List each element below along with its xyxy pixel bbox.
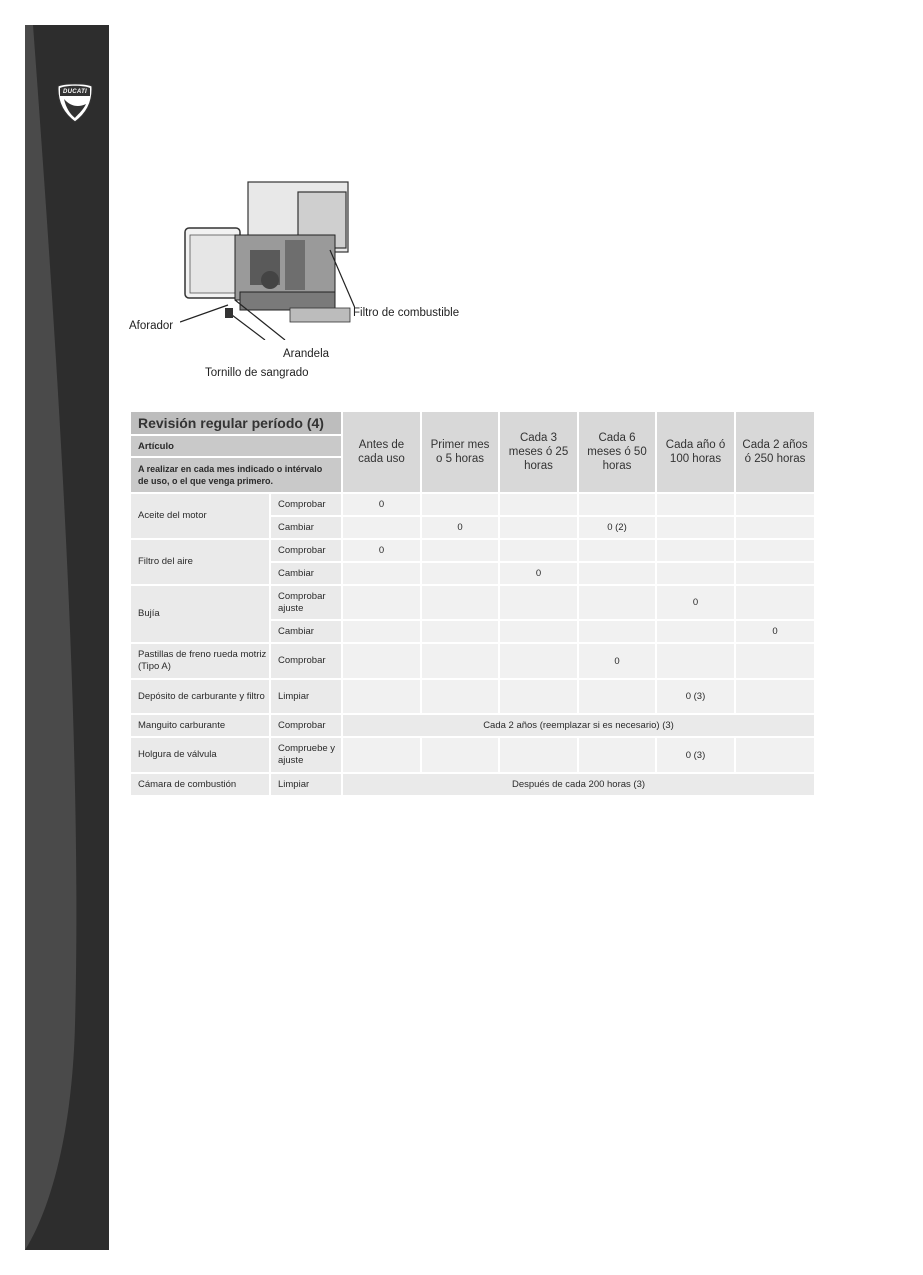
table-span-cell: Cada 2 años (reemplazar si es necesario) (3)	[342, 714, 815, 737]
table-cell: 0 (3)	[656, 737, 735, 773]
table-cell	[578, 562, 656, 585]
row-action: Comprobar	[270, 539, 342, 562]
table-cell: 0	[578, 643, 656, 679]
column-header: Antes de cada uso	[342, 411, 421, 493]
row-action: Limpiar	[270, 679, 342, 714]
table-cell: 0	[421, 516, 499, 539]
table-cell	[421, 493, 499, 516]
row-action: Limpiar	[270, 773, 342, 796]
table-cell	[656, 620, 735, 643]
table-cell: 0	[342, 493, 421, 516]
table-cell	[499, 585, 578, 620]
row-action: Comprobar ajuste	[270, 585, 342, 620]
table-cell: 0 (2)	[578, 516, 656, 539]
table-cell	[735, 737, 815, 773]
engine-figure	[180, 180, 355, 340]
table-cell	[499, 620, 578, 643]
table-cell	[342, 620, 421, 643]
table-title: Revisión regular período (4)	[130, 411, 342, 435]
row-action: Comprobar	[270, 493, 342, 516]
row-item: Bujía	[130, 585, 270, 643]
table-cell	[421, 562, 499, 585]
table-cell: 0	[735, 620, 815, 643]
row-action: Compruebe y ajuste	[270, 737, 342, 773]
table-cell	[735, 679, 815, 714]
table-cell	[342, 679, 421, 714]
table-cell	[499, 516, 578, 539]
table-cell	[735, 643, 815, 679]
row-item: Pastillas de freno rueda motriz (Tipo A)	[130, 643, 270, 679]
table-cell	[421, 620, 499, 643]
table-cell	[499, 737, 578, 773]
table-cell	[342, 643, 421, 679]
row-item: Filtro del aire	[130, 539, 270, 585]
row-item: Cámara de combustión	[130, 773, 270, 796]
table-cell	[342, 585, 421, 620]
table-span-cell: Después de cada 200 horas (3)	[342, 773, 815, 796]
table-cell	[342, 516, 421, 539]
article-header: Artículo	[130, 435, 342, 457]
row-item: Depósito de carburante y filtro	[130, 679, 270, 714]
row-action: Cambiar	[270, 562, 342, 585]
label-filtro: Filtro de combustible	[353, 307, 460, 319]
row-item: Holgura de válvula	[130, 737, 270, 773]
table-cell	[342, 562, 421, 585]
table-cell	[656, 562, 735, 585]
table-cell: 0	[342, 539, 421, 562]
table-cell	[342, 737, 421, 773]
table-cell	[656, 643, 735, 679]
column-header: Cada año ó 100 horas	[656, 411, 735, 493]
table-cell	[421, 679, 499, 714]
row-item: Aceite del motor	[130, 493, 270, 539]
table-cell	[578, 737, 656, 773]
table-cell	[578, 585, 656, 620]
row-action: Cambiar	[270, 620, 342, 643]
table-cell	[656, 516, 735, 539]
column-header: Primer mes o 5 horas	[421, 411, 499, 493]
column-header: Cada 2 años ó 250 horas	[735, 411, 815, 493]
table-cell	[656, 493, 735, 516]
table-cell: 0 (3)	[656, 679, 735, 714]
table-cell	[421, 643, 499, 679]
table-cell	[735, 539, 815, 562]
maintenance-table	[129, 410, 816, 797]
table-cell	[499, 493, 578, 516]
table-cell	[499, 679, 578, 714]
label-aforador: Aforador	[129, 320, 174, 332]
row-action: Comprobar	[270, 643, 342, 679]
table-cell	[578, 493, 656, 516]
table-cell	[421, 539, 499, 562]
table-cell	[656, 539, 735, 562]
table-cell	[735, 562, 815, 585]
interval-note: A realizar en cada mes indicado o intérvalo de uso, o el que venga primero.	[130, 457, 342, 493]
row-action: Comprobar	[270, 714, 342, 737]
table-cell	[421, 585, 499, 620]
table-cell	[578, 539, 656, 562]
table-cell: 0	[499, 562, 578, 585]
table-cell	[578, 679, 656, 714]
table-cell	[499, 539, 578, 562]
column-header: Cada 6 meses ó 50 horas	[578, 411, 656, 493]
column-header: Cada 3 meses ó 25 horas	[499, 411, 578, 493]
table-cell	[735, 516, 815, 539]
label-tornillo: Tornillo de sangrado	[205, 367, 309, 379]
logo-text: DUCATI	[62, 89, 88, 95]
side-band	[25, 25, 109, 1250]
table-cell	[735, 585, 815, 620]
row-item: Manguito carburante	[130, 714, 270, 737]
table-cell	[578, 620, 656, 643]
table-cell	[499, 643, 578, 679]
label-arandela: Arandela	[283, 348, 330, 360]
table-cell	[735, 493, 815, 516]
table-cell	[421, 737, 499, 773]
table-cell: 0	[656, 585, 735, 620]
row-action: Cambiar	[270, 516, 342, 539]
